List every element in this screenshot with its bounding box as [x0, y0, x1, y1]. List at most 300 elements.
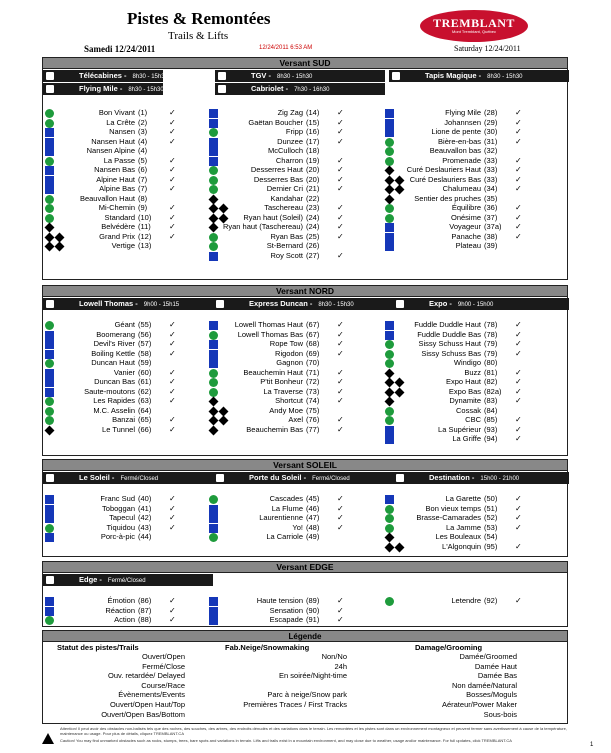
trail-name: Fuddle Duddle Haut	[414, 320, 481, 329]
open-check-icon: ✓	[515, 522, 522, 532]
open-check-icon: ✓	[337, 424, 344, 434]
trail-number: (53)	[484, 522, 498, 532]
trail-row	[385, 368, 569, 378]
lift-name: Télécabines -	[79, 71, 127, 80]
legend-item: Ouvert/Open	[142, 652, 185, 661]
open-check-icon: ✓	[515, 339, 522, 348]
trail-number: (85)	[484, 415, 498, 424]
difficulty-icon	[45, 616, 54, 625]
trail-number: (33)	[484, 165, 498, 174]
trail-row	[385, 118, 569, 128]
trail-name: Duncan Haut	[91, 358, 135, 367]
trail-number: (37a)	[484, 222, 502, 231]
open-check-icon: ✓	[169, 155, 176, 165]
trail-name: Belvédère	[101, 222, 135, 231]
trail-row	[385, 377, 569, 387]
trail-name: La Flume	[271, 503, 303, 513]
open-check-icon: ✓	[169, 503, 176, 513]
trail-row	[209, 320, 393, 330]
trail-name: Bon Vivant	[98, 108, 135, 117]
trail-number: (68)	[306, 339, 320, 348]
trail-row	[209, 425, 393, 435]
lift-name: Destination -	[429, 473, 475, 482]
trail-name: Alpine Bas	[99, 184, 135, 193]
trail-number: (81)	[484, 367, 498, 377]
trail-name: Expo Bas	[448, 386, 481, 396]
trail-number: (71)	[306, 367, 320, 377]
logo-text: TREMBLANT	[433, 16, 515, 30]
trail-row	[209, 137, 393, 147]
trail-name: Ryan haut (Taschereau)	[222, 222, 303, 231]
trail-number: (69)	[306, 348, 320, 358]
difficulty-icon	[209, 616, 218, 625]
trail-row	[209, 108, 393, 118]
trail-name: Johannsen	[444, 117, 481, 127]
trail-row	[385, 532, 569, 542]
trail-number: (30)	[484, 127, 498, 136]
trail-number: (37)	[484, 212, 498, 222]
trail-row	[43, 396, 227, 406]
section-versant-sud	[42, 57, 568, 280]
page-number: 1	[590, 742, 594, 748]
trail-number: (24)	[306, 222, 320, 231]
trail-number: (23)	[306, 203, 320, 212]
difficulty-icon	[45, 242, 65, 251]
section-title: Versant SOLEIL	[43, 460, 567, 471]
trail-number: (89)	[306, 596, 320, 605]
trail-row	[43, 184, 227, 194]
trail-row	[209, 213, 393, 223]
trail-name: Porc-à-pic	[100, 532, 135, 541]
trail-number: (57)	[138, 339, 152, 348]
trail-name: Nansen Bas	[94, 165, 135, 174]
trail-row	[209, 523, 393, 533]
open-check-icon: ✓	[515, 222, 522, 231]
trail-name: Zig Zag	[277, 108, 303, 117]
trail-name: Expo Haut	[445, 377, 481, 386]
trail-name: Beauchemin Haut	[243, 367, 303, 377]
trail-number: (3)	[138, 127, 148, 136]
trail-row	[385, 358, 569, 368]
open-check-icon: ✓	[337, 596, 344, 605]
open-check-icon: ✓	[337, 415, 344, 424]
open-check-icon: ✓	[337, 396, 344, 405]
trail-number: (32)	[484, 146, 498, 155]
legend-item: Course/Race	[141, 680, 185, 690]
trail-number: (82a)	[484, 386, 502, 396]
trail-number: (66)	[138, 424, 152, 434]
trail-number: (18)	[306, 146, 320, 155]
open-check-icon: ✓	[515, 231, 522, 241]
open-check-icon: ✓	[169, 494, 176, 503]
trail-number: (33)	[484, 174, 498, 184]
section-versant-nord	[42, 285, 568, 456]
open-check-icon: ✓	[169, 348, 176, 358]
trail-number: (83)	[484, 396, 498, 405]
trail-name: Escapade	[269, 615, 303, 624]
trail-name: Kandahar	[270, 193, 303, 203]
trail-name: Nansen Alpine	[86, 146, 135, 155]
trail-number: (39)	[484, 241, 498, 250]
trail-name: Bière-en-bas	[438, 136, 481, 146]
open-check-icon: ✓	[515, 494, 522, 503]
lift-status	[43, 298, 213, 310]
trail-row	[43, 194, 227, 204]
legend-col3-title: Damage/Grooming	[415, 643, 483, 652]
legend-item: Damée Haut	[474, 661, 517, 671]
section-title: Versant NORD	[43, 286, 567, 297]
trail-row	[209, 513, 393, 523]
open-check-icon: ✓	[169, 212, 176, 222]
difficulty-icon	[209, 252, 218, 261]
trail-number: (90)	[306, 605, 320, 615]
trail-row	[43, 339, 227, 349]
trail-row	[385, 165, 569, 175]
trail-row	[385, 194, 569, 204]
trail-row	[209, 339, 393, 349]
open-check-icon: ✓	[337, 348, 344, 358]
trail-number: (47)	[306, 513, 320, 522]
trail-name: Curé Deslauriers Haut	[406, 165, 481, 174]
open-check-icon: ✓	[515, 165, 522, 174]
trail-row	[385, 156, 569, 166]
trail-name: Beauchemin Bas	[246, 424, 303, 434]
logo-subtext: Mont Tremblant, Québec	[451, 29, 497, 34]
trail-row	[43, 137, 227, 147]
difficulty-icon	[45, 533, 54, 542]
trail-name: Sensation	[269, 605, 303, 615]
open-check-icon: ✓	[515, 320, 522, 329]
trail-name: Dynamite	[449, 396, 481, 405]
trail-number: (65)	[138, 415, 152, 424]
trail-number: (80)	[484, 358, 498, 367]
trail-name: La Traverse	[263, 386, 303, 396]
open-check-icon: ✓	[169, 108, 176, 117]
lift-status	[43, 83, 163, 95]
open-check-icon: ✓	[515, 377, 522, 386]
trail-number: (78)	[484, 329, 498, 339]
lift-name: Lowell Thomas -	[79, 299, 138, 308]
trail-number: (21)	[306, 184, 320, 193]
trail-number: (12)	[138, 231, 152, 241]
trail-row	[385, 320, 569, 330]
open-check-icon: ✓	[515, 174, 522, 184]
trail-row	[385, 387, 569, 397]
footer-french: Attention! Il peut avoir des obstacles non-balisés tels que des roches, des souches, des arbres, des endroits dénudés et des variations dans le terrain. Les remontées et les pistes sont dans un environnement montagneux et peuvent fermer sans avertissement à cause de la température, maintenance ou usage. Pour plus de détails, cliquez TREMBLANT.CA	[60, 726, 567, 736]
open-check-icon: ✓	[337, 605, 344, 615]
trail-row	[209, 251, 393, 261]
difficulty-icon	[45, 425, 55, 435]
trail-number: (58)	[138, 348, 152, 358]
trail-number: (7)	[138, 174, 148, 184]
open-check-icon: ✓	[169, 513, 176, 522]
trail-name: La Griffe	[452, 434, 481, 443]
trail-name: Cossak	[455, 405, 481, 415]
open-check-icon: ✓	[169, 396, 176, 405]
trail-name: Action	[114, 615, 135, 624]
open-check-icon: ✓	[337, 367, 344, 377]
trail-row	[209, 596, 393, 606]
open-check-icon: ✓	[515, 108, 522, 117]
trail-row	[43, 415, 227, 425]
trail-name: St-Bernard	[266, 241, 303, 250]
trail-number: (59)	[138, 358, 152, 367]
lift-icon	[392, 72, 400, 80]
trail-name: Axel	[288, 415, 303, 424]
trail-number: (13)	[138, 241, 152, 250]
trail-row	[43, 504, 227, 514]
trail-number: (88)	[138, 615, 152, 624]
trail-name: Standard	[104, 212, 135, 222]
lift-name: Expo -	[429, 299, 452, 308]
trail-number: (27)	[306, 250, 320, 260]
trail-number: (48)	[306, 522, 320, 532]
trail-row	[385, 203, 569, 213]
lift-icon	[396, 300, 404, 308]
lift-name: TGV -	[251, 71, 271, 80]
open-check-icon: ✓	[337, 203, 344, 212]
trail-row	[209, 368, 393, 378]
legend-item: Non/No	[321, 652, 347, 661]
lift-status	[43, 574, 213, 586]
open-check-icon: ✓	[337, 127, 344, 136]
legend-item: Aérateur/Power Maker	[441, 700, 517, 709]
lift-icon	[46, 576, 54, 584]
trail-name: Vanier	[113, 367, 135, 377]
open-check-icon: ✓	[515, 117, 522, 127]
trail-number: (19)	[306, 155, 320, 165]
trail-row	[385, 406, 569, 416]
lift-hours: 8h30 - 15h30	[132, 74, 168, 80]
trail-number: (79)	[484, 339, 498, 348]
trail-row	[43, 330, 227, 340]
trail-name: CBC	[465, 415, 481, 424]
open-check-icon: ✓	[169, 424, 176, 434]
lift-status	[215, 70, 385, 82]
trail-name: Les Rapides	[93, 396, 135, 405]
trail-number: (34)	[484, 184, 498, 193]
trail-row	[209, 232, 393, 242]
trail-number: (74)	[306, 396, 320, 405]
trail-row	[385, 241, 569, 251]
trail-row	[43, 425, 227, 435]
trail-row	[385, 349, 569, 359]
lift-icon	[46, 72, 54, 80]
legend-item: Damée Bas	[477, 671, 517, 681]
trail-number: (50)	[484, 494, 498, 503]
trail-number: (4)	[138, 146, 148, 155]
trail-name: Windigo	[453, 358, 481, 367]
lift-name: Flying Mile -	[79, 84, 123, 93]
trail-row	[385, 137, 569, 147]
trail-row	[43, 146, 227, 156]
open-check-icon: ✓	[169, 203, 176, 212]
trail-number: (15)	[306, 117, 320, 127]
trail-row	[43, 368, 227, 378]
trail-name: Fripp	[285, 127, 303, 136]
lift-hours: 8h30 - 15h30	[277, 74, 313, 80]
trail-number: (20)	[306, 174, 320, 184]
trail-number: (33)	[484, 155, 498, 165]
trail-number: (24)	[306, 212, 320, 222]
trail-number: (5)	[138, 155, 148, 165]
trail-number: (44)	[138, 532, 152, 541]
trail-number: (92)	[484, 596, 498, 605]
trail-name: Gaëtan Boucher	[248, 117, 303, 127]
tremblant-logo	[420, 10, 528, 42]
open-check-icon: ✓	[169, 222, 176, 231]
legend-item: Sous-bois	[483, 709, 517, 719]
trail-name: Buzz	[464, 367, 481, 377]
timestamp: 12/24/2011 6:53 AM	[259, 45, 313, 51]
trail-name: Fuddle Duddle Bas	[417, 329, 481, 339]
trail-row	[209, 146, 393, 156]
trail-name: Géant	[114, 320, 135, 329]
trail-number: (77)	[306, 424, 320, 434]
trail-name: Flying Mile	[445, 108, 481, 117]
lift-hours: Fermé/Closed	[120, 476, 159, 482]
trail-row	[209, 358, 393, 368]
trail-name: Plateau	[455, 241, 481, 250]
open-check-icon: ✓	[515, 596, 522, 605]
legend-item: 24h	[334, 661, 347, 671]
trail-row	[385, 434, 569, 444]
lift-status	[215, 83, 385, 95]
trail-number: (52)	[484, 513, 498, 522]
trail-name: Voyageur	[449, 222, 481, 231]
trail-row	[385, 339, 569, 349]
trail-row	[385, 127, 569, 137]
trail-row	[209, 184, 393, 194]
trail-name: Yo!	[292, 522, 303, 532]
trail-name: La Carriole	[266, 532, 303, 541]
trail-row	[209, 406, 393, 416]
lift-hours: Fermé/Closed	[107, 578, 146, 584]
trail-name: McCulloch	[267, 146, 303, 155]
trail-row	[209, 241, 393, 251]
open-check-icon: ✓	[337, 184, 344, 193]
trail-number: (73)	[306, 386, 320, 396]
trail-row	[209, 415, 393, 425]
trail-name: Boomerang	[96, 329, 135, 339]
trail-row	[385, 494, 569, 504]
trail-name: Desserres Haut	[250, 165, 303, 174]
lift-icon	[218, 72, 226, 80]
open-check-icon: ✓	[337, 615, 344, 624]
open-check-icon: ✓	[515, 329, 522, 339]
trail-name: Nansen	[109, 127, 135, 136]
lift-name: Le Soleil -	[79, 473, 115, 482]
trail-name: L'Algonquin	[442, 541, 481, 551]
trail-name: Alpine Haut	[96, 174, 135, 184]
open-check-icon: ✓	[515, 348, 522, 358]
legend-item: Ouvert/Open Haut/Top	[109, 700, 185, 709]
legend-col2-title: Fab.Neige/Snowmaking	[225, 643, 310, 652]
trail-number: (35)	[484, 193, 498, 203]
trail-name: Chalumeau	[442, 184, 481, 193]
trail-number: (82)	[484, 377, 498, 386]
open-check-icon: ✓	[337, 155, 344, 165]
trail-name: Rigodon	[275, 348, 303, 358]
date-french: Samedi 12/24/2011	[84, 44, 156, 54]
trail-row	[43, 494, 227, 504]
trail-name: Ryan Bas	[270, 231, 303, 241]
open-check-icon: ✓	[515, 513, 522, 522]
open-check-icon: ✓	[337, 329, 344, 339]
trail-row	[209, 377, 393, 387]
legend-item: Parc à neige/Snow park	[267, 690, 347, 700]
lift-icon	[216, 474, 224, 482]
open-check-icon: ✓	[169, 117, 176, 127]
open-check-icon: ✓	[337, 165, 344, 174]
open-check-icon: ✓	[337, 503, 344, 513]
trail-number: (67)	[306, 329, 320, 339]
legend-item: En soirée/Night-time	[279, 671, 347, 681]
trail-name: Bon vieux temps	[425, 503, 481, 513]
trail-name: Roy Scott	[270, 250, 303, 260]
trail-name: Tapecul	[109, 513, 135, 522]
lift-status	[43, 70, 168, 82]
trail-number: (63)	[138, 396, 152, 405]
trail-number: (31)	[484, 136, 498, 146]
page-subtitle: Trails & Lifts	[168, 30, 229, 42]
open-check-icon: ✓	[337, 377, 344, 386]
open-check-icon: ✓	[169, 615, 176, 624]
trail-row	[43, 532, 227, 542]
open-check-icon: ✓	[337, 494, 344, 503]
footer-english: Caution! You may find unmarked obstacles such as rocks, stumps, trees, bare spots and variations in terrain. Lifts and trails exist in a mountain environment, and may close due to weather, usage and/or maintenance. For full updates, click TREMBLANT.CA	[60, 738, 512, 743]
lift-status	[213, 472, 393, 484]
trail-row	[209, 165, 393, 175]
open-check-icon: ✓	[169, 339, 176, 348]
trail-row	[385, 523, 569, 533]
trail-number: (93)	[484, 424, 498, 434]
trail-row	[385, 425, 569, 435]
open-check-icon: ✓	[515, 424, 522, 434]
trail-number: (76)	[306, 415, 320, 424]
trail-row	[43, 606, 227, 616]
legend-col1-title: Statut des pistes/Trails	[57, 643, 139, 652]
trail-row	[385, 232, 569, 242]
trail-name: Toboggan	[102, 503, 135, 513]
lift-hours: 9h00 - 15h15	[143, 302, 180, 308]
trail-name: Brasse-Camarades	[416, 513, 481, 522]
trail-row	[385, 396, 569, 406]
difficulty-icon	[209, 533, 218, 542]
lift-icon	[46, 300, 54, 308]
section-versant-edge	[42, 561, 568, 627]
trail-name: Curé Deslauriers Bas	[409, 174, 481, 184]
trail-row	[385, 330, 569, 340]
trail-row	[43, 203, 227, 213]
lift-hours: Fermé/Closed	[312, 476, 350, 482]
trail-name: Boiling Kettle	[91, 348, 135, 358]
page-header	[0, 0, 611, 56]
open-check-icon: ✓	[515, 155, 522, 165]
trail-name: Beauvallon Haut	[79, 193, 135, 203]
lift-status	[389, 70, 569, 82]
open-check-icon: ✓	[169, 127, 176, 136]
trail-number: (11)	[138, 222, 151, 231]
lift-hours: 8h30 - 15h30	[128, 87, 164, 93]
trail-name: Sissy Schuss Bas	[421, 348, 481, 358]
trail-number: (55)	[138, 320, 152, 329]
lift-name: Edge -	[79, 575, 102, 584]
trail-number: (40)	[138, 494, 152, 503]
open-check-icon: ✓	[515, 386, 522, 396]
trail-name: Rope Tow	[269, 339, 303, 348]
trail-number: (16)	[306, 127, 320, 136]
